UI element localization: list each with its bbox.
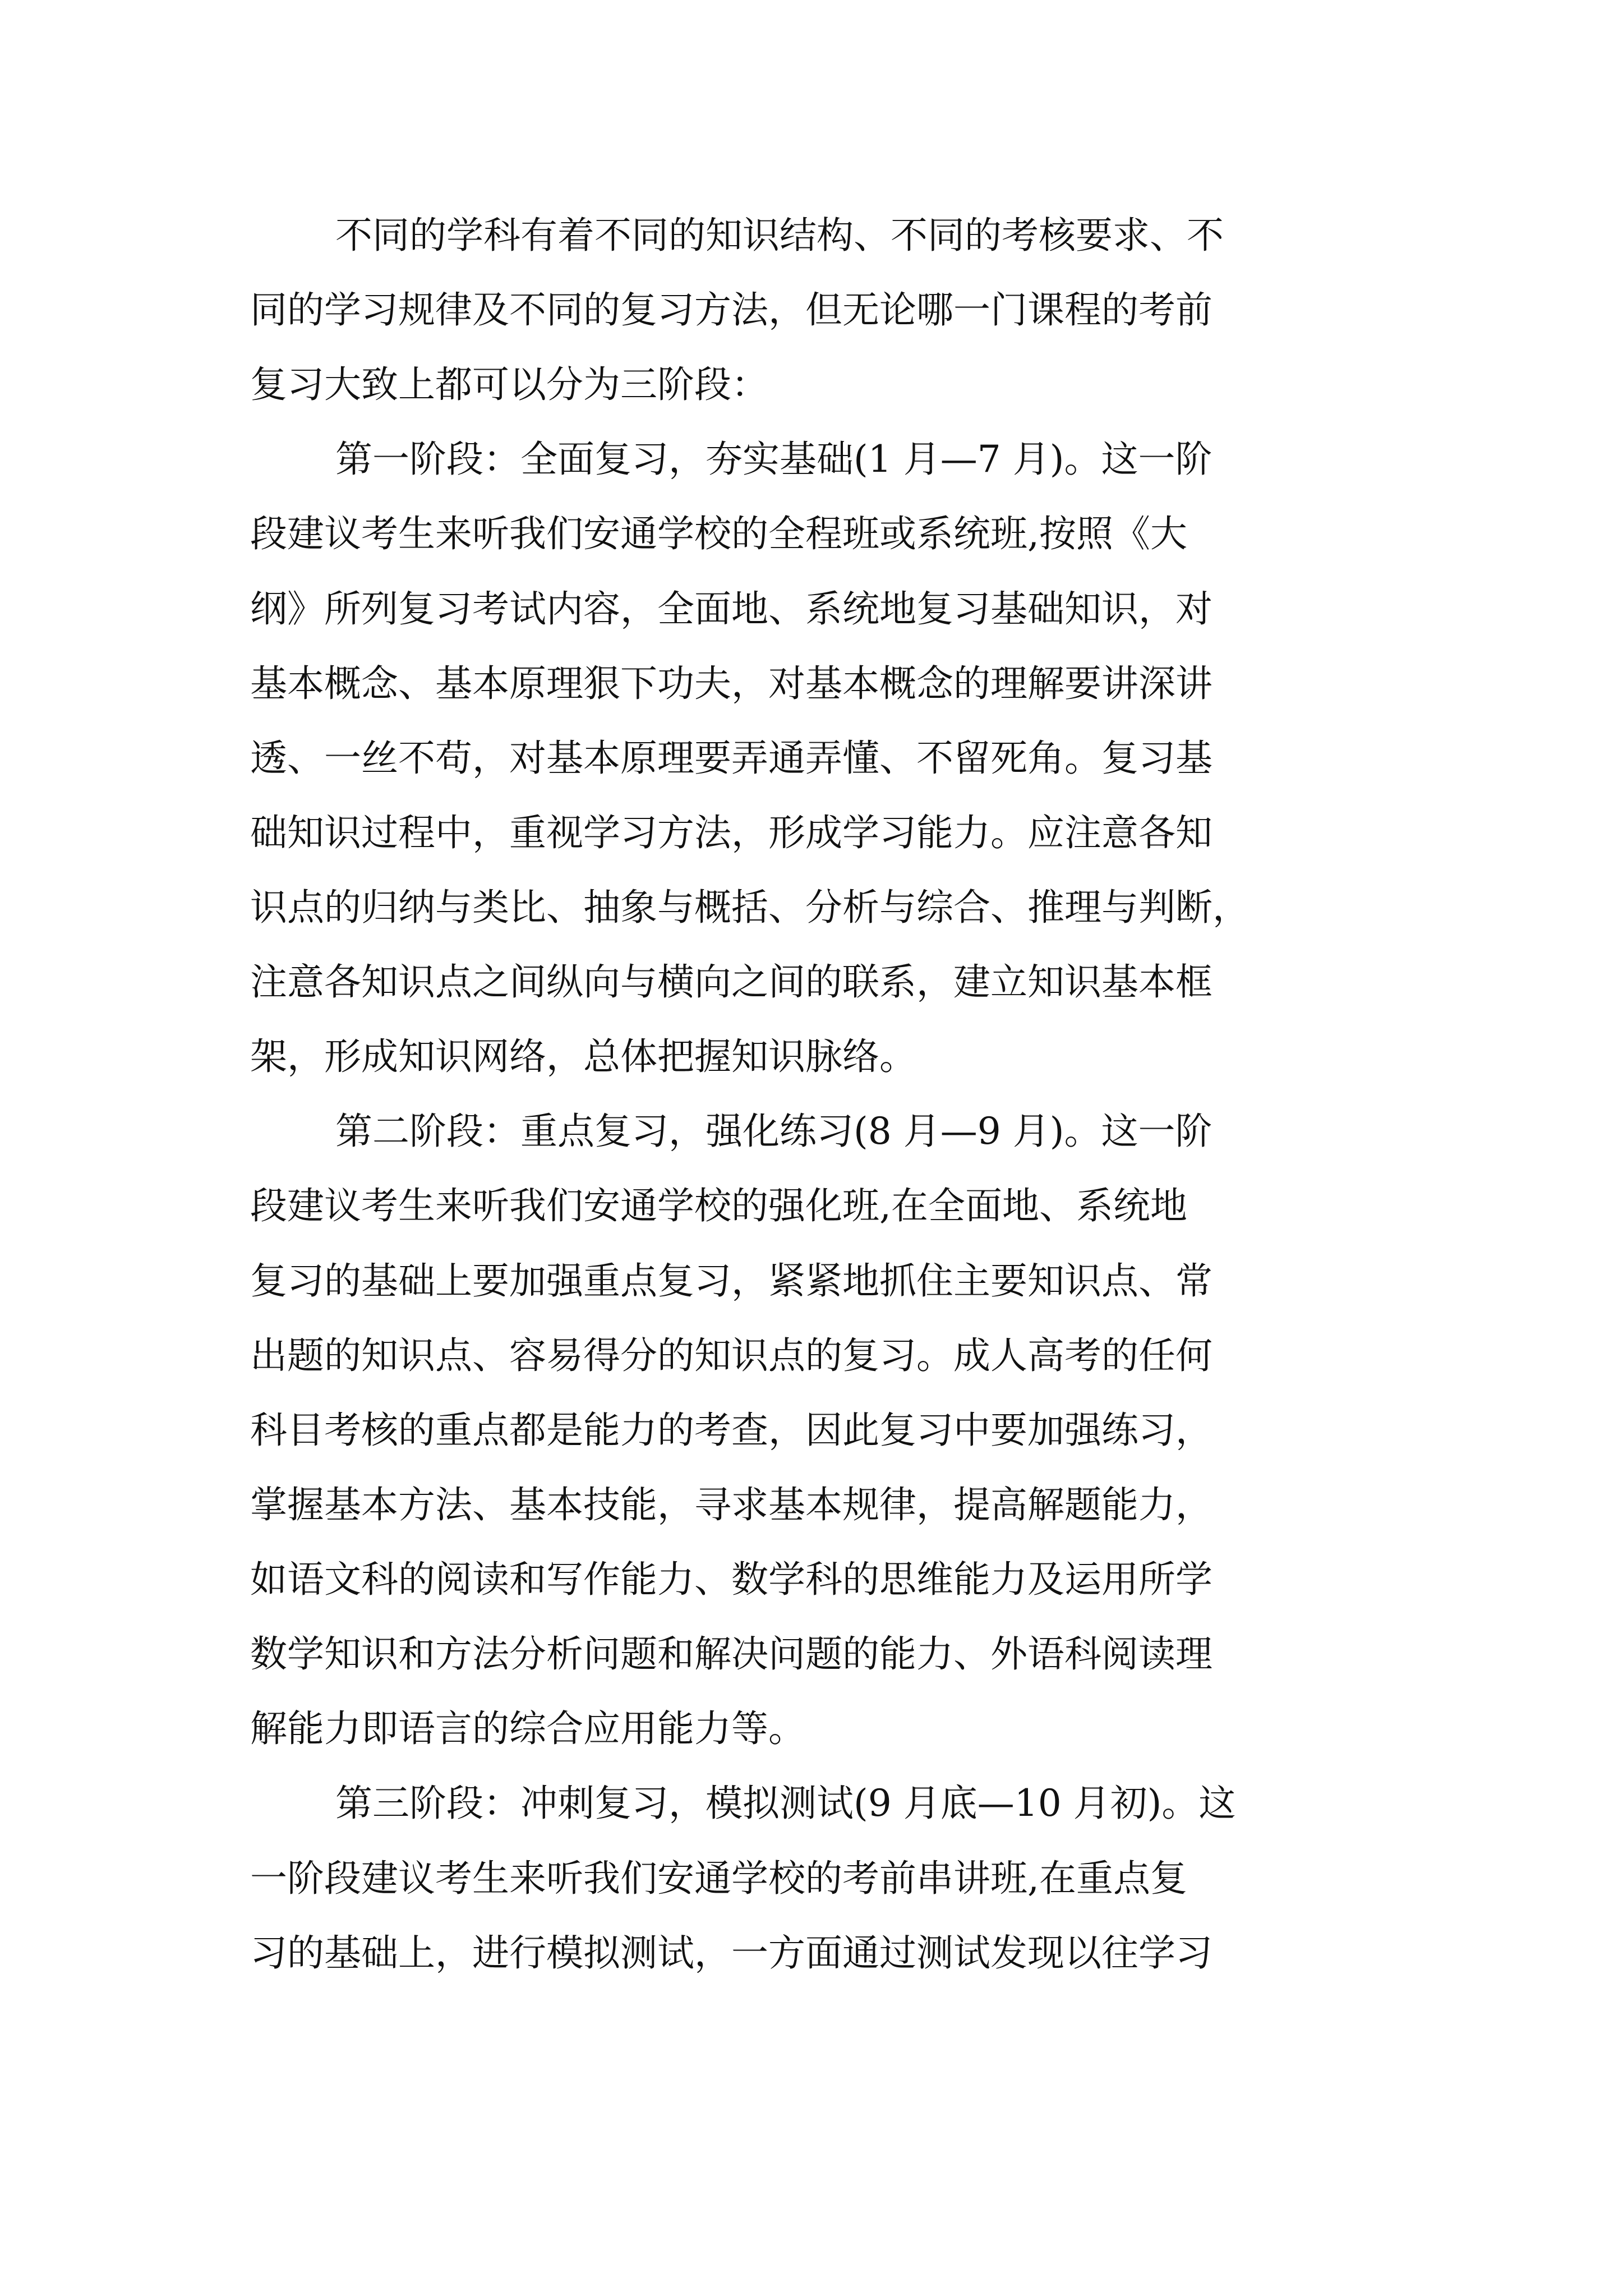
text-line: 不同的学科有着不同的知识结构、不同的考核要求、不 — [335, 214, 1224, 257]
text-line: 第二阶段：重点复习，强化练习(8 月—9 月)。这一阶 — [335, 1110, 1212, 1153]
text-line: 一阶段建议考生来听我们安通学校的考前串讲班,在重点复 — [250, 1857, 1187, 1900]
text-line: 础知识过程中，重视学习方法，形成学习能力。应注意各知 — [250, 811, 1212, 854]
text-line: 如语文科的阅读和写作能力、数学科的思维能力及运用所学 — [250, 1558, 1212, 1601]
text-line: 复习的基础上要加强重点复习，紧紧地抓住主要知识点、常 — [250, 1259, 1212, 1303]
text-line: 第三阶段：冲刺复习，模拟测试(9 月底—10 月初)。这 — [335, 1782, 1236, 1825]
text-line: 识点的归纳与类比、抽象与概括、分析与综合、推理与判断， — [250, 886, 1249, 929]
text-line: 解能力即语言的综合应用能力等。 — [250, 1707, 805, 1750]
text-line: 段建议考生来听我们安通学校的全程班或系统班,按照《大 — [250, 512, 1187, 555]
text-line: 基本概念、基本原理狠下功夫，对基本概念的理解要讲深讲 — [250, 662, 1212, 705]
text-line: 透、一丝不苟，对基本原理要弄通弄懂、不留死角。复习基 — [250, 737, 1212, 780]
text-line: 注意各知识点之间纵向与横向之间的联系，建立知识基本框 — [250, 960, 1212, 1004]
text-line: 同的学习规律及不同的复习方法，但无论哪一门课程的考前 — [250, 288, 1212, 332]
text-line: 出题的知识点、容易得分的知识点的复习。成人高考的任何 — [250, 1334, 1212, 1377]
text-line: 科目考核的重点都是能力的考查，因此复习中要加强练习， — [250, 1409, 1212, 1452]
text-line: 段建议考生来听我们安通学校的强化班,在全面地、系统地 — [250, 1184, 1187, 1227]
text-line: 复习大致上都可以分为三阶段： — [250, 363, 768, 406]
text-line: 数学知识和方法分析问题和解决问题的能力、外语科阅读理 — [250, 1632, 1212, 1676]
text-line: 习的基础上，进行模拟测试，一方面通过测试发现以往学习 — [250, 1931, 1212, 1975]
text-line: 纲》所列复习考试内容，全面地、系统地复习基础知识，对 — [250, 587, 1212, 631]
text-line: 掌握基本方法、基本技能，寻求基本规律，提高解题能力， — [250, 1483, 1212, 1526]
text-line: 架，形成知识网络，总体把握知识脉络。 — [250, 1035, 916, 1078]
text-line: 第一阶段：全面复习，夯实基础(1 月—7 月)。这一阶 — [335, 438, 1212, 481]
